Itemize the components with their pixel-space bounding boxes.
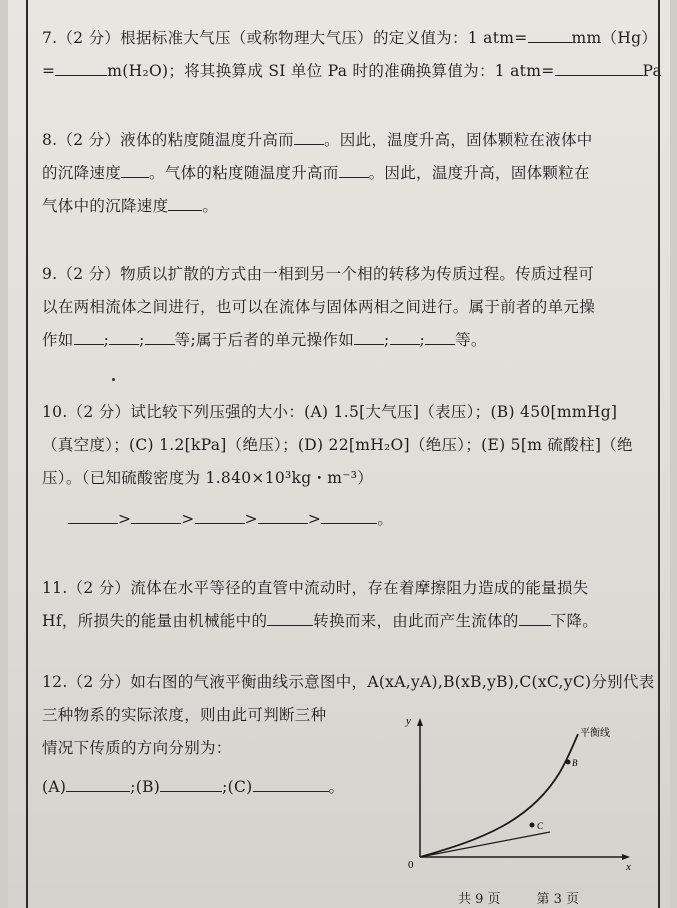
q10-blank-1[interactable] xyxy=(68,507,118,524)
curve-label: 平衡线 xyxy=(580,728,610,739)
q9-blank-6[interactable] xyxy=(425,328,455,345)
q7-blank-2[interactable] xyxy=(55,59,107,76)
q7-blank-1[interactable] xyxy=(528,26,572,43)
q12-label-a: (A) xyxy=(42,778,67,796)
q11-text-2: Hf，所损失的能量由机械能中的 xyxy=(42,612,268,630)
page-footer xyxy=(458,888,615,907)
question-8 xyxy=(42,124,672,223)
x-axis-arrow xyxy=(622,854,630,860)
q8-blank-2[interactable] xyxy=(121,161,149,178)
q11-text-1: 11.（2 分）流体在水平等径的直管中流动时，存在着摩擦阻力造成的能量损失 xyxy=(42,579,589,597)
q12-blank-c[interactable] xyxy=(253,775,329,792)
question-9: 9.（2 分）物质以扩散的方式由一相到另一个相的转移为传质过程。传质过程可 以在两相流体之间进行，也可以在流体与固体两相之间进行。属于前者的单元操 作如 ; ; 等;属于后者的单元操作如 ; ; 等。 xyxy=(42,265,596,349)
q7-text-3: = xyxy=(42,62,56,80)
q7-text-4: m(H₂O)；将其换算成 SI 单位 Pa 时的准确换算值为：1 atm= xyxy=(107,62,555,80)
q10-gt-1: > xyxy=(118,510,132,528)
q10-blank-3[interactable] xyxy=(195,507,245,524)
point-c-label: C xyxy=(537,821,544,831)
q9-blank-5[interactable] xyxy=(390,328,420,345)
q12-end: 。 xyxy=(328,778,345,796)
q7-text-5: Pa xyxy=(642,62,663,80)
q9-text-5: 等。 xyxy=(455,331,487,349)
q8-blank-3[interactable] xyxy=(339,161,369,178)
q12-label-c: ;(C) xyxy=(222,778,253,796)
stray-dot xyxy=(112,378,115,381)
q12-text-3: 情况下传质的方向分别为： xyxy=(42,739,232,757)
q10-text-3: 压）。（已知硫酸密度为 1.840×10³kg・m⁻³） xyxy=(42,469,374,487)
q9-text-2: 以在两相流体之间进行，也可以在流体与固体两相之间进行。属于前者的单元操 xyxy=(42,298,596,316)
q12-blank-b[interactable] xyxy=(160,775,222,792)
q9-blank-2[interactable] xyxy=(109,328,139,345)
q10-gt-2: > xyxy=(181,510,195,528)
point-b xyxy=(566,760,571,765)
q8-text-7: 。 xyxy=(202,197,219,215)
q9-text-1: 9.（2 分）物质以扩散的方式由一相到另一个相的转移为传质过程。传质过程可 xyxy=(42,265,595,283)
q8-text-6: 气体中的沉降速度 xyxy=(42,197,169,215)
q11-text-3: 转换而来，由此而产生流体的 xyxy=(313,612,519,630)
y-axis-label: y xyxy=(406,715,411,727)
q8-text-5: 。因此，温度升高，固体颗粒在 xyxy=(368,164,590,182)
q8-text-3: 的沉降速度 xyxy=(42,164,122,182)
q10-text-2: （真空度）；(C) 1.2[kPa]（绝压）；(D) 22[mH₂O]（绝压）；(E) 5[m 硫酸柱]（绝 xyxy=(42,436,633,454)
q8-text-4: 。气体的粘度随温度升高而 xyxy=(149,164,339,182)
q9-text-4: 等;属于后者的单元操作如 xyxy=(174,331,354,349)
q10-text-1: 10.（2 分）试比较下列压强的大小：(A) 1.5[大气压]（表压）；(B) 450[mmHg] xyxy=(42,403,618,421)
question-10 xyxy=(42,396,672,536)
y-axis-arrow xyxy=(417,718,423,726)
q8-text-2: 。因此，温度升高，固体颗粒在液体中 xyxy=(323,131,593,149)
q10-blank-2[interactable] xyxy=(131,507,181,524)
q8-blank-4[interactable] xyxy=(168,194,202,211)
q7-text-2: mm（Hg） xyxy=(571,29,658,47)
point-c xyxy=(530,823,535,828)
q11-blank-1[interactable] xyxy=(267,609,313,626)
q10-end: 。 xyxy=(377,510,393,528)
q9-blank-4[interactable] xyxy=(354,328,384,345)
footer-page-number: 第 3 页 xyxy=(536,892,580,907)
q12-label-b: ;(B) xyxy=(130,778,161,796)
question-11 xyxy=(42,572,672,638)
q10-blank-4[interactable] xyxy=(258,507,308,524)
q12-blank-a[interactable] xyxy=(66,775,130,792)
exam-page xyxy=(8,0,670,908)
q8-text-1: 8.（2 分）液体的粘度随温度升高而 xyxy=(42,131,294,149)
q8-blank-1[interactable] xyxy=(294,128,324,145)
equilibrium-curve xyxy=(420,734,578,857)
q9-blank-1[interactable] xyxy=(74,328,104,345)
q12-text-1: 12.（2 分）如右图的气液平衡曲线示意图中，A(xA,yA),B(xB,yB),C(xC,yC)分别代表 xyxy=(42,673,655,691)
q10-blank-5[interactable] xyxy=(321,507,377,524)
equilibrium-graph xyxy=(400,712,640,872)
x-axis-label: x xyxy=(626,861,631,872)
origin-label: 0 xyxy=(408,859,414,871)
left-border-line xyxy=(26,0,28,908)
q10-gt-3: > xyxy=(244,510,258,528)
q9-blank-3[interactable] xyxy=(145,328,175,345)
q7-blank-3[interactable] xyxy=(555,59,643,76)
question-7 xyxy=(42,22,672,88)
diagonal-line xyxy=(420,832,550,857)
q7-text-1: 7.（2 分）根据标准大气压（或称物理大气压）的定义值为：1 atm= xyxy=(42,29,528,47)
q11-blank-2[interactable] xyxy=(519,609,551,626)
q9-text-3: 作如 xyxy=(42,331,74,349)
q11-text-4: 下降。 xyxy=(550,612,599,630)
footer-total-pages: 共 9 页 xyxy=(458,892,501,907)
point-b-label: B xyxy=(572,758,578,768)
q10-gt-4: > xyxy=(307,510,322,528)
q12-text-2: 三种物系的实际浓度，则由此可判断三种 xyxy=(42,706,327,724)
